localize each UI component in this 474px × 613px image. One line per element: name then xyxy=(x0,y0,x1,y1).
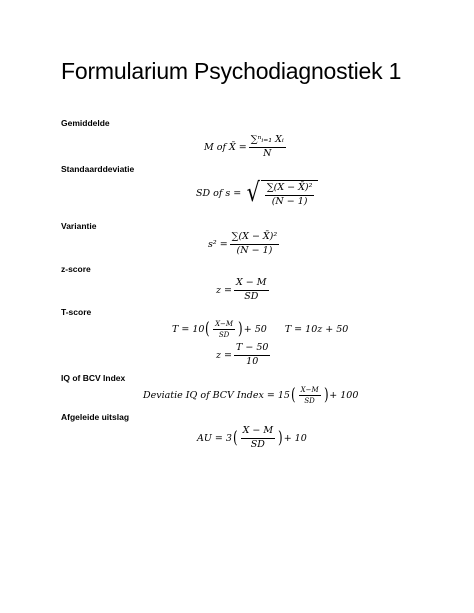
fraction-numerator: ∑(X − X̄)² xyxy=(265,183,315,196)
fraction-numerator: X − M xyxy=(234,278,269,291)
formula-lhs: M of X̄ = xyxy=(204,141,247,153)
heading-t-score: T-score xyxy=(61,307,92,317)
page-title: Formularium Psychodiagnostiek 1 xyxy=(61,58,402,84)
formula-lhs: T = 10 xyxy=(172,324,205,336)
heading-gemiddelde: Gemiddelde xyxy=(61,118,110,128)
heading-afgeleide-uitslag: Afgeleide uitslag xyxy=(61,412,130,422)
fraction-numerator: X−M xyxy=(299,386,321,396)
formula-gemiddelde xyxy=(204,135,288,160)
formula-iq-bcv-index: Deviatie IQ of BCV Index = 15 ( $\frac{X-M}{SD}$ ) + 100 xyxy=(143,385,359,406)
fraction-denominator: N xyxy=(263,147,272,159)
fraction xyxy=(230,232,280,257)
formula-t-score: T = 10 ( $\frac{X-M}{SD}$ ) + 50 T = 10z + 50 xyxy=(172,319,349,340)
fraction xyxy=(265,183,315,208)
heading-z-score: z-score xyxy=(61,264,91,274)
fraction-denominator: SD xyxy=(244,290,259,302)
formula-rhs: + 50 xyxy=(243,324,267,336)
formula-lhs: z = xyxy=(216,284,232,296)
formula-standaarddeviatie xyxy=(196,180,318,208)
fraction-denominator: (N − 1) xyxy=(271,195,308,207)
formula-z-score xyxy=(216,278,271,303)
fraction-denominator: SD xyxy=(218,331,230,340)
fraction-denominator: 10 xyxy=(246,355,259,367)
square-root xyxy=(245,180,318,208)
fraction-numerator: T − 50 xyxy=(234,343,270,356)
fraction-denominator: (N − 1) xyxy=(236,244,273,256)
formula-z-from-t xyxy=(216,343,272,368)
fraction-numerator: ∑ⁿᵢ₌₁ Xᵢ xyxy=(249,135,286,148)
inner-fraction xyxy=(299,386,321,405)
formula-lhs: SD of s = xyxy=(196,188,242,200)
fraction-denominator: SD xyxy=(250,438,265,450)
fraction xyxy=(249,135,286,160)
formula-lhs: s² = xyxy=(208,238,228,250)
formula-rhs: + 100 xyxy=(329,390,359,402)
fraction xyxy=(234,278,269,303)
fraction-numerator: X − M xyxy=(241,426,276,439)
radical-sign-icon: √ xyxy=(246,178,261,208)
fraction-denominator: SD xyxy=(304,397,315,406)
formula-lhs: z = xyxy=(216,349,232,361)
fraction-numerator: ∑(X − X̄)² xyxy=(230,232,280,245)
heading-variantie: Variantie xyxy=(61,221,97,231)
formula-lhs: AU = 3 xyxy=(197,432,232,444)
inner-fraction xyxy=(213,320,235,339)
inner-fraction xyxy=(241,426,276,451)
formula-rhs: + 10 xyxy=(283,432,307,444)
heading-standaarddeviatie: Standaarddeviatie xyxy=(61,164,135,174)
heading-iq-bcv-index: IQ of BCV Index xyxy=(61,373,126,383)
formula-afgeleide-uitslag: AU = 3 ( $\frac{X - M}{SD}$ ) + 10 xyxy=(197,425,307,450)
formula-lhs: Deviatie IQ of BCV Index = 15 xyxy=(143,390,290,402)
formula-alternative: T = 10z + 50 xyxy=(284,324,349,336)
fraction xyxy=(234,343,270,368)
fraction-numerator: X−M xyxy=(213,320,235,330)
formula-variantie xyxy=(208,232,281,257)
